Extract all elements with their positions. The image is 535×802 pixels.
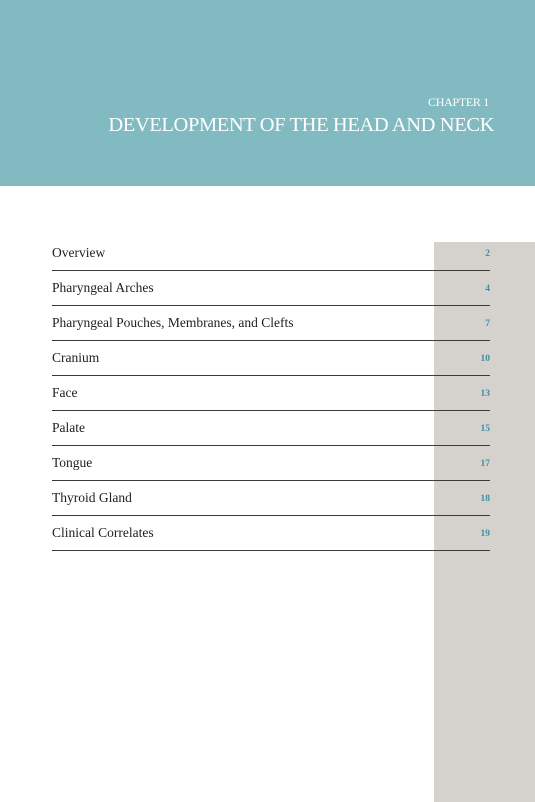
toc-entry-title: Overview xyxy=(52,245,106,260)
toc-entry-page: 19 xyxy=(480,529,490,539)
toc-entry-palate[interactable] xyxy=(52,411,490,446)
toc-entry-title: Clinical Correlates xyxy=(52,525,154,540)
toc-entry-page: 2 xyxy=(485,249,490,259)
toc-entry-title: Pharyngeal Pouches, Membranes, and Clefts xyxy=(52,315,294,330)
chapter-title: DEVELOPMENT OF THE HEAD AND NECK xyxy=(108,114,494,136)
chapter-header-band xyxy=(0,0,535,186)
chapter-label: CHAPTER 1 xyxy=(428,95,489,109)
toc-entry-page: 7 xyxy=(485,319,490,329)
toc-entry-overview[interactable] xyxy=(52,236,490,271)
table-of-contents xyxy=(52,236,490,551)
toc-entry-title: Pharyngeal Arches xyxy=(52,280,154,295)
toc-entry-page: 13 xyxy=(480,389,490,399)
toc-entry-thyroid-gland[interactable] xyxy=(52,481,490,516)
toc-entry-face[interactable] xyxy=(52,376,490,411)
toc-entry-pharyngeal-arches[interactable] xyxy=(52,271,490,306)
toc-entry-title: Cranium xyxy=(52,350,100,365)
toc-entry-pharyngeal-pouches[interactable] xyxy=(52,306,490,341)
toc-entry-clinical-correlates[interactable] xyxy=(52,516,490,551)
toc-entry-tongue[interactable] xyxy=(52,446,490,481)
toc-entry-title: Face xyxy=(52,385,78,400)
toc-entry-title: Thyroid Gland xyxy=(52,490,132,505)
toc-entry-title: Tongue xyxy=(52,455,93,470)
toc-entry-page: 17 xyxy=(480,459,490,469)
toc-entry-page: 4 xyxy=(485,284,490,294)
toc-entry-page: 15 xyxy=(480,424,490,434)
toc-entry-page: 10 xyxy=(480,354,490,364)
toc-entry-cranium[interactable] xyxy=(52,341,490,376)
toc-entry-title: Palate xyxy=(52,420,85,435)
toc-entry-page: 18 xyxy=(480,494,490,504)
